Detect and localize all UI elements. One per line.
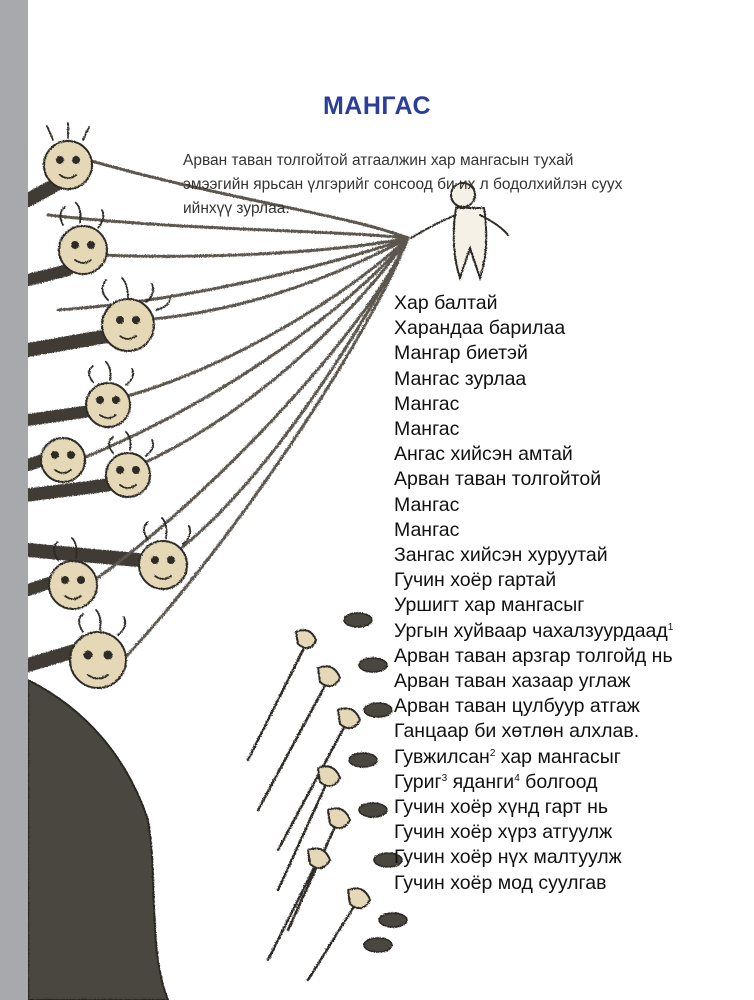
- poem-line-text: Гучин хоёр хүрз атгуулж: [394, 821, 613, 844]
- page-title: МАНГАС: [322, 92, 432, 120]
- poem-line-text: Ангас хийсэн амтай: [394, 443, 573, 466]
- side-bar: [0, 0, 28, 1000]
- poem-line-text: Ганцаар би хөтлөн алхлав.: [394, 720, 640, 743]
- poem-line-text: Арван таван толгойтой: [394, 468, 602, 491]
- poem-line: [394, 820, 673, 845]
- footnote-marker: 4: [514, 772, 520, 784]
- poem-line-text: Хар балтай: [394, 292, 498, 314]
- poem-line: [394, 694, 673, 719]
- poem-line: [394, 593, 673, 618]
- poem-line-text: Мангас: [394, 493, 460, 516]
- poem-line: [394, 493, 673, 518]
- poem-line-text: Мангас зурлаа: [394, 367, 527, 390]
- poem-line-text: Ургын хуйваар чахалзуурдаад: [394, 619, 668, 642]
- poem-line-text: Харандаа барилаа: [394, 317, 566, 340]
- poem-line-text: Уршигт хар мангасыг: [394, 594, 585, 617]
- poem-line: [394, 770, 673, 795]
- poem-line: [394, 644, 673, 669]
- poem-line-text: Гучин хоёр гартай: [394, 569, 557, 592]
- poem-line-text: Гучин хоёр мод суулгав: [394, 871, 607, 894]
- poem-line: [394, 745, 673, 770]
- poem-line: [394, 316, 673, 341]
- poem-line: [394, 619, 673, 644]
- poem-line: [394, 467, 673, 492]
- poem-line-text: яданги: [447, 770, 515, 793]
- intro-paragraph: Арван таван толгойтой атгаалжин хар мангасын тухай эмээгийн ярьсан үлгэрийг сонсоод би их л бодолхийлэн суух ийнхүү зурлаа.: [183, 152, 623, 217]
- poem-line: [394, 442, 673, 467]
- poem-line: [394, 543, 673, 568]
- poem-line-text: Гучин хоёр нүх малтуулж: [394, 846, 622, 869]
- poem-line: [394, 669, 673, 694]
- poem-line-text: Зангас хийсэн хуруутай: [394, 544, 608, 567]
- poem-line: [394, 291, 673, 316]
- poem-line-text: Арван таван арзгар толгойд нь: [394, 644, 673, 667]
- poem-line-text: Арван таван цулбуур атгаж: [394, 695, 640, 718]
- poem-line-text: Мангас: [394, 392, 460, 415]
- poem-line: [394, 568, 673, 593]
- poem-line: [394, 719, 673, 744]
- poem-line: [394, 518, 673, 543]
- poem-line-text: Мангас: [394, 418, 460, 441]
- poem-line-text: Мангас: [394, 518, 460, 541]
- footnote-marker: 3: [441, 772, 448, 784]
- poem-line: [394, 367, 673, 392]
- poem-line: [394, 845, 673, 870]
- poem-line: [394, 417, 673, 442]
- poem: [394, 291, 673, 896]
- poem-line: [394, 341, 673, 366]
- poem-line-text: болгоод: [519, 770, 598, 793]
- poem-line-text: Мангар биетэй: [394, 342, 528, 365]
- footnote-marker: 1: [667, 621, 674, 633]
- footnote-marker: 2: [489, 747, 496, 759]
- poem-line: [394, 392, 673, 417]
- poem-line-text: Арван таван хазаар углаж: [394, 670, 631, 693]
- poem-line-text: Гувжилсан: [394, 745, 490, 768]
- poem-line: [394, 795, 673, 820]
- poem-line-text: хар мангасыг: [495, 745, 621, 768]
- poem-line-text: Гучин хоёр хүнд гарт нь: [394, 796, 609, 819]
- poem-line: [394, 871, 673, 896]
- poem-line-text: Гуриг: [394, 770, 442, 793]
